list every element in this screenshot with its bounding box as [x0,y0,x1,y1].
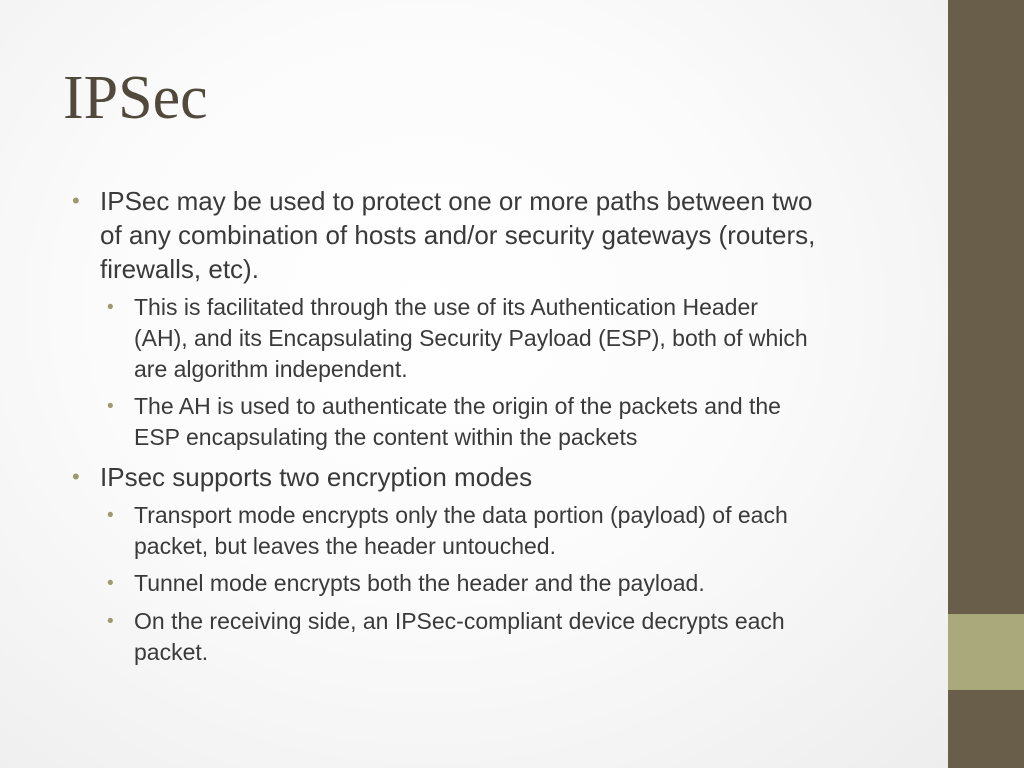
sub-bullet-text: The AH is used to authenticate the origin of the packets and the ESP encapsulating the content within the packets [134,393,781,450]
bullet-text: IPSec may be used to protect one or more paths between two of any combination of hosts and/or security gateways (routers, firewalls, etc). [100,186,816,284]
sub-bullet-text: Transport mode encrypts only the data portion (payload) of each packet, but leaves the header untouched. [134,502,788,559]
slide-title: IPSec [63,64,208,132]
bullet-icon: • [72,188,80,213]
sidebar-bar-top [948,0,1024,614]
sub-bullet-icon: • [107,611,114,632]
sub-bullet-icon: • [107,297,114,318]
sub-bullet-text: Tunnel mode encrypts both the header and the payload. [134,570,705,596]
sub-bullet-icon: • [107,505,114,526]
bullet-text: IPsec supports two encryption modes [100,462,533,492]
sub-bullet-text: This is facilitated through the use of its Authentication Header (AH), and its Encapsulating Security Payload (ESP), both of which are algorithm independent. [134,294,808,382]
bullet-icon: • [72,464,80,489]
sub-bullet-icon: • [107,396,114,417]
sub-bullet-text: On the receiving side, an IPSec-compliant device decrypts each packet. [134,608,785,665]
sidebar-accent-block [948,614,1024,690]
sub-bullet-icon: • [107,573,114,594]
sidebar-bar-bottom [948,690,1024,768]
